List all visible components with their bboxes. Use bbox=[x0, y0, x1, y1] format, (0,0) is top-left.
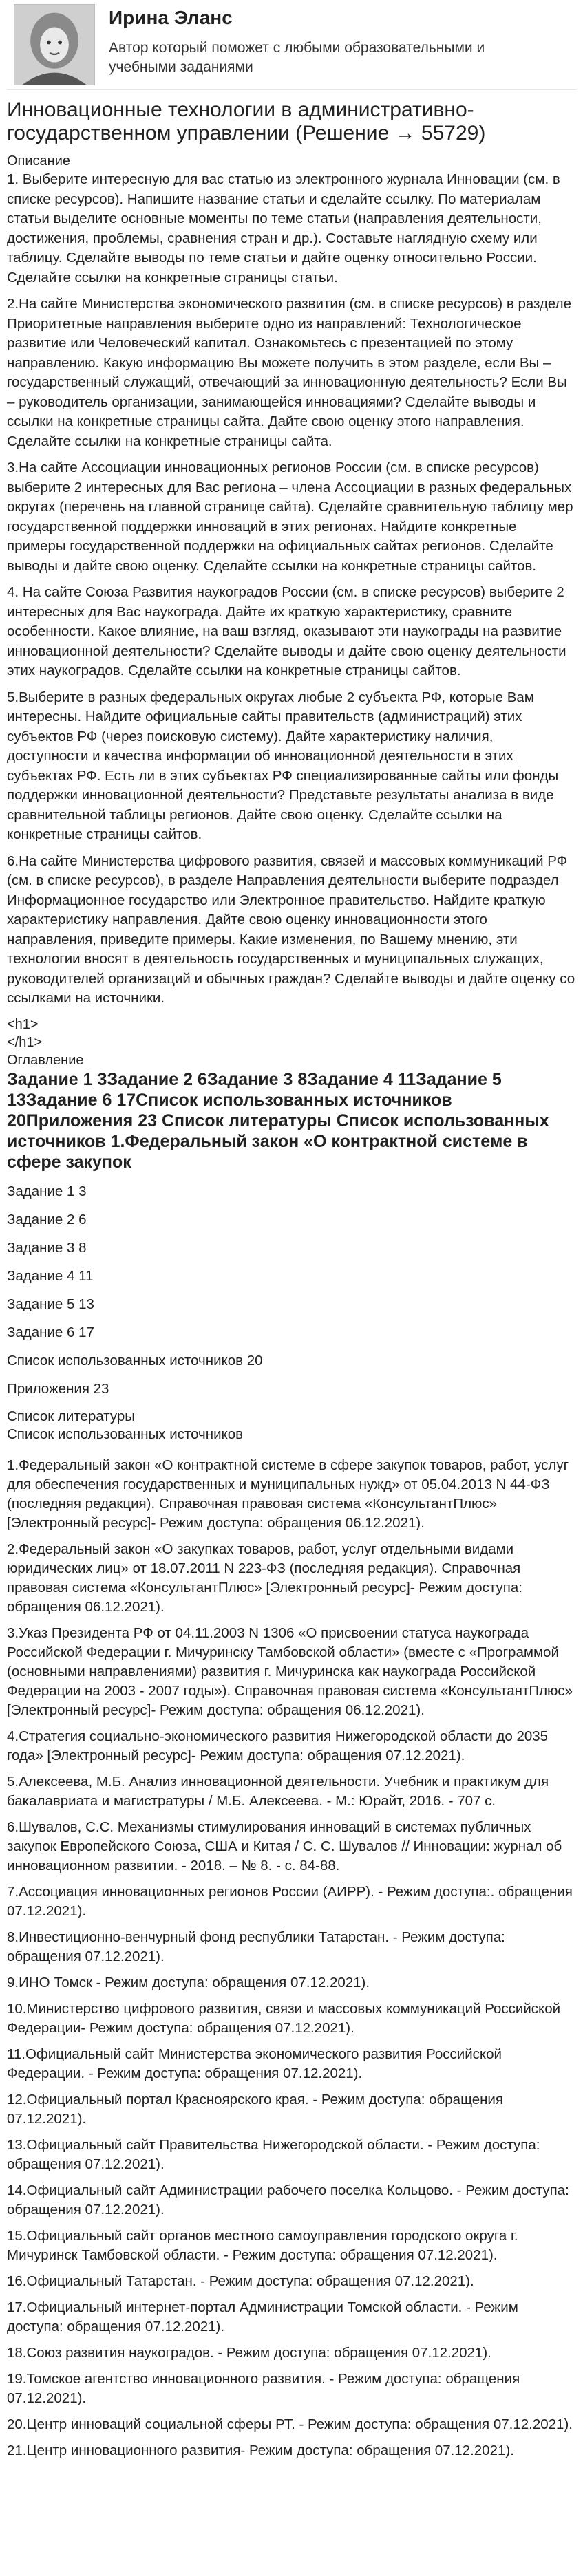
toc-item[interactable]: Задание 4 11 bbox=[7, 1267, 94, 1284]
task-paragraph: 5.Выберите в разных федеральных округах любые 2 субъекта РФ, которые Вам интересны. Найдите официальные сайты правительств (администраций) этих субъектов РФ (через поисковую систему). Дайте характеристику наличия, доступности и качества информации об инновационной деятельности в этих субъектах РФ. Есть ли в этих субъектах РФ специализированные сайты или фонды поддержки инновационной деятельности? Представьте результаты анализа в виде сравнительной таблицы регионов. Дайте свою оценку. Сделайте ссылки на конкретные страницы сайтов. bbox=[7, 689, 559, 842]
raw-h1-open: <h1> bbox=[7, 1016, 39, 1032]
toc-item[interactable]: Задание 3 8 bbox=[7, 1239, 87, 1256]
author-description: Автор который поможет с любыми образовательными и учебными заданиями bbox=[109, 40, 485, 75]
source-item: 4.Стратегия социально-экономического развития Нижегородской области до 2035 года» [Электронный ресурс]- Режим доступа: обращения 07.12.2021). bbox=[7, 1728, 549, 1763]
source-item: 16.Официальный Татарстан. - Режим доступа: обращения 07.12.2021). bbox=[7, 2273, 474, 2289]
source-item: 14.Официальный сайт Администрации рабочего поселка Кольцово. - Режим доступа: обращения 07.12.2021). bbox=[7, 2182, 569, 2218]
toc-item[interactable]: Задание 5 13 bbox=[7, 1296, 94, 1312]
source-item: 8.Инвестиционно-венчурный фонд республики Татарстан. - Режим доступа: обращения 07.12.2021). bbox=[7, 1929, 505, 1964]
source-item: 2.Федеральный закон «О закупках товаров, работ, услуг отдельными видами юридических лиц» от 18.07.2011 N 223-ФЗ (последняя редакция). Справочная правовая система «КонсультантПлюс» [Электронный ресурс]- Режим доступа: обращения 06.12.2021). bbox=[7, 1541, 522, 1615]
source-item: 13.Официальный сайт Правительства Нижегородской области. - Режим доступа: обращения 07.12.2021). bbox=[7, 2136, 540, 2172]
source-list bbox=[7, 1456, 576, 2460]
toc-label: Оглавление bbox=[7, 1052, 84, 1068]
toc-item[interactable]: Задание 1 3 bbox=[7, 1183, 87, 1199]
source-item: 9.ИНО Томск - Режим доступа: обращения 07.12.2021). bbox=[7, 1974, 370, 1990]
toc-item[interactable]: Приложения 23 bbox=[7, 1380, 109, 1397]
author-card bbox=[7, 0, 576, 90]
source-item: 6.Шувалов, С.С. Механизмы стимулирования инноваций в системах публичных закупок Европейского Союза, США и Китая / С. С. Шувалов // Инновации: журнал об инновационном развитии. - 2018. – № 8. - с. 84-88. bbox=[7, 1818, 562, 1874]
source-item: 21.Центр инновационного развития- Режим доступа: обращения 07.12.2021). bbox=[7, 2442, 514, 2458]
toc-list bbox=[7, 1182, 576, 1399]
source-item: 11.Официальный сайт Министерства экономического развития Российской Федерации. - Режим доступа: обращения 07.12.2021). bbox=[7, 2046, 502, 2081]
toc-item[interactable]: Задание 2 6 bbox=[7, 1211, 87, 1227]
page-title: Инновационные технологии в административно-государственном управлении (Решение → 55729) bbox=[7, 98, 486, 144]
avatar-image bbox=[14, 5, 94, 85]
task-paragraph: 6.На сайте Министерства цифрового развития, связей и массовых коммуникаций РФ (см. в списке ресурсов), в разделе Направления деятельности выберите подраздел Информационное государство или Электронное правительство. Найдите краткую характеристику направления. Дайте свою оценку инновационности этого направления, приведите примеры. Какие изменения, по Вашему мнению, эти технологии вносят в деятельность государственных и муниципальных служащих, руководителей организаций и обычных граждан? Сделайте выводы и дайте оценку со ссылками на источники. bbox=[7, 852, 575, 1006]
task-list bbox=[7, 170, 576, 1009]
source-item: 5.Алексеева, М.Б. Анализ инновационной деятельности. Учебник и практикум для бакалавриата и магистратуры / М.Б. Алексеева. - М.: Юрайт, 2016. - 707 с. bbox=[7, 1773, 549, 1809]
literature-label: Список литературы bbox=[7, 1408, 136, 1424]
source-item: 19.Томское агентство инновационного развития. - Режим доступа: обращения 07.12.2021). bbox=[7, 2370, 520, 2406]
author-name[interactable]: Ирина Эланс bbox=[109, 7, 233, 28]
source-item: 20.Центр инноваций социальной сферы РТ. - Режим доступа: обращения 07.12.2021). bbox=[7, 2416, 573, 2432]
source-item: 7.Ассоциация инновационных регионов России (АИРР). - Режим доступа:. обращения 07.12.2021). bbox=[7, 1883, 573, 1919]
source-item: 17.Официальный интернет-портал Администрации Томской области. - Режим доступа: обращения 07.12.2021). bbox=[7, 2299, 518, 2334]
toc-heading: Задание 1 3Задание 2 6Задание 3 8Задание 4 11Задание 5 13Задание 6 17Список использованных источников 20Приложения 23 Список литературы Список использованных источников 1.Федеральный закон «О контрактной системе в сфере закупок bbox=[7, 1069, 549, 1172]
task-paragraph: 2.На сайте Министерства экономического развития (см. в списке ресурсов) в разделе Приоритетные направления выберите одно из направлений: Технологическое развитие или Человеческий капитал. Ознакомьтесь с презентацией по этому направлению. Какую информацию Вы можете получить в этом разделе, если Вы – государственный служащий, отвечающий за инновационную деятельность? Если Вы – руководитель организации, занимающейся инновациями? Сделайте выводы и ссылки на конкретные страницы сайта. Дайте свою оценку этого направления. Сделайте ссылки на конкретные страницы сайта. bbox=[7, 296, 572, 449]
task-paragraph: 4. На сайте Союза Развития наукоградов России (см. в списке ресурсов) выберите 2 интересных для Вас наукограда. Дайте их краткую характеристику, сравните особенности. Какое влияние, на ваш взгляд, оказывают эти наукограды на развитие инновационной деятельности? Сделайте выводы и дайте свою оценку деятельности этих наукоградов. Сделайте ссылки на конкретные страницы сайтов. bbox=[7, 584, 566, 678]
source-item: 15.Официальный сайт органов местного самоуправления городского округа г. Мичуринск Тамбовской области. - Режим доступа: обращения 07.12.2021). bbox=[7, 2227, 518, 2263]
source-item: 12.Официальный портал Красноярского края. - Режим доступа: обращения 07.12.2021). bbox=[7, 2091, 503, 2127]
source-item: 3.Указ Президента РФ от 04.11.2003 N 1306 «О присвоении статуса наукограда Российской Федерации г. Мичуринску Тамбовской области» (вместе с «Программой (основными направлениями) развития г. Мичуринска как наукограда Российской Федерации на 2003 - 2007 годы»). Справочная правовая система «КонсультантПлюс» [Электронный ресурс]- Режим доступа: обращения 06.12.2021). bbox=[7, 1624, 573, 1718]
author-avatar[interactable] bbox=[14, 4, 95, 85]
source-item: 18.Союз развития наукоградов. - Режим доступа: обращения 07.12.2021). bbox=[7, 2344, 491, 2361]
task-paragraph: 1. Выберите интересную для вас статью из электронного журнала Инновации (см. в списке ресурсов). Напишите название статьи и сделайте ссылку. По материалам статьи выделите основные моменты по теме статьи (направления деятельности, достижения, проблемы, сравнения стран и др.). Составьте наглядную схему или таблицу. Сделайте выводы по теме статьи и дайте оценку относительно России. Сделайте ссылки на конкретные страницы статьи. bbox=[7, 171, 560, 286]
source-item: 10.Министерство цифрового развития, связи и массовых коммуникаций Российской Федерации- Режим доступа: обращения 07.12.2021). bbox=[7, 2000, 561, 2036]
raw-h1-close: </h1> bbox=[7, 1034, 43, 1050]
used-sources-label: Список использованных источников bbox=[7, 1426, 244, 1442]
toc-item[interactable]: Список использованных источников 20 bbox=[7, 1352, 263, 1368]
task-paragraph: 3.На сайте Ассоциации инновационных регионов России (см. в списке ресурсов) выберите 2 интересных для Вас региона – члена Ассоциации в разных федеральных округах (перечень на главной странице сайта). Сделайте сравнительную таблицу мер государственной поддержки инноваций в этих регионах. Найдите конкретные примеры государственной поддержки на официальных сайтах регионов. Сделайте выводы и дайте свою оценку. Сделайте ссылки на конкретные страницы сайтов. bbox=[7, 460, 573, 574]
description-label: Описание bbox=[7, 153, 71, 169]
toc-item[interactable]: Задание 6 17 bbox=[7, 1324, 94, 1340]
source-item: 1.Федеральный закон «О контрактной системе в сфере закупок товаров, работ, услуг для обеспечения государственных и муниципальных нужд» от 05.04.2013 N 44-ФЗ (последняя редакция). Справочная правовая система «КонсультантПлюс» [Электронный ресурс]- Режим доступа: обращения 06.12.2021). bbox=[7, 1457, 569, 1531]
